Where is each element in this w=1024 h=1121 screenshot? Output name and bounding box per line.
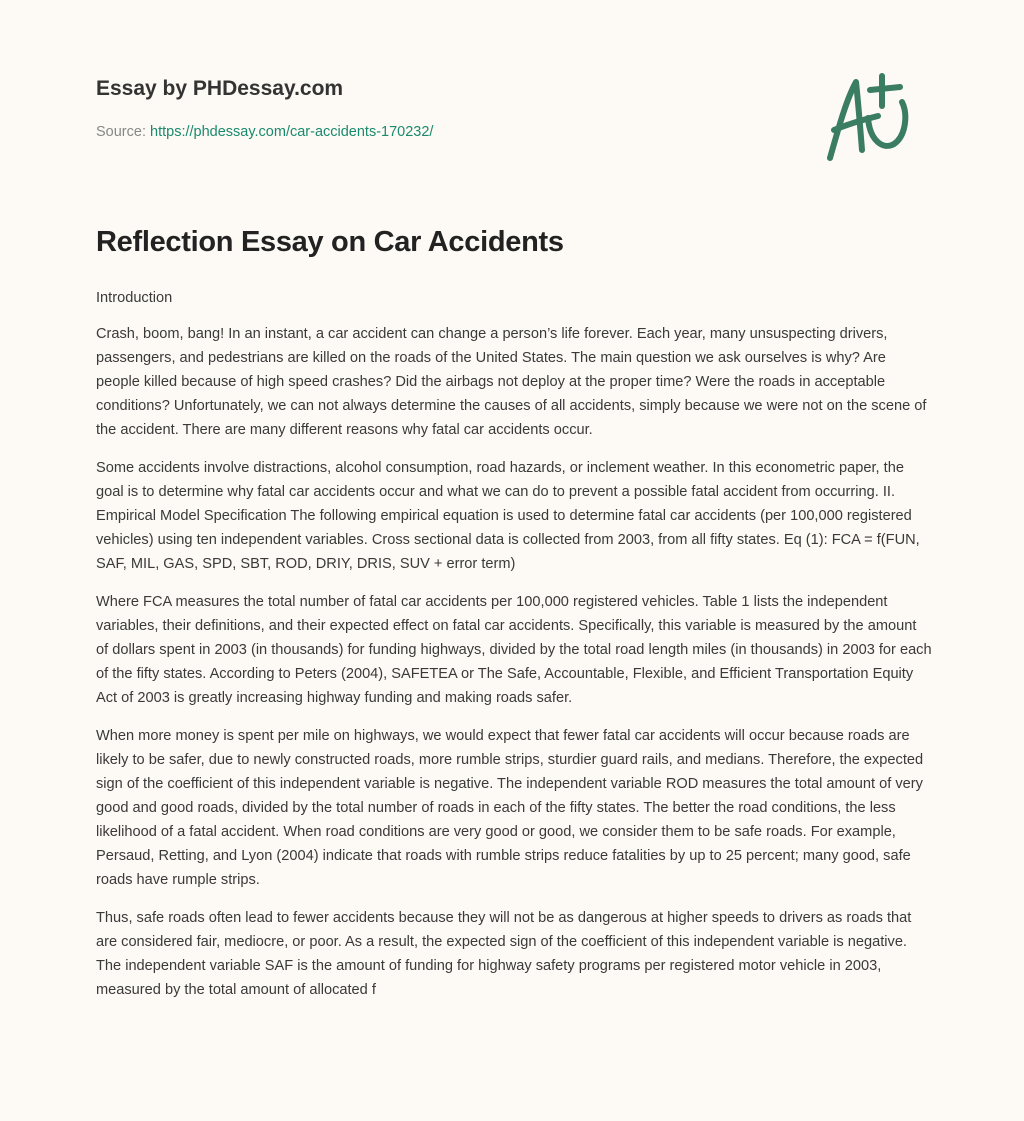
source-label: Source: <box>96 124 146 140</box>
paragraph: Where FCA measures the total number of fatal car accidents per 100,000 registered vehicles. Table 1 lists the independent variables, their definitions, and their expected effect on fatal car accidents. Specifically, this variable is measured by the amount of dollars spent in 2003 (in thousands) for funding highways, divided by the total road length miles (in thousands) in 2003 for each of the fifty states. According to Peters (2004), SAFETEA or The Safe, Accountable, Flexible, and Efficient Transportation Equity Act of 2003 is greatly increasing highway funding and making roads safer. <box>96 594 932 706</box>
source-line <box>96 124 433 140</box>
paragraph: Thus, safe roads often lead to fewer accidents because they will not be as dangerous at higher speeds to drivers as roads that are considered fair, mediocre, or poor. As a result, the expected sign of the coefficient of this independent variable is negative. The independent variable SAF is the amount of funding for highway safety programs per registered motor vehicle in 2003, measured by the total amount of allocated f <box>96 910 912 998</box>
site-brand: Essay by PHDessay.com <box>96 77 344 100</box>
paragraph: When more money is spent per mile on highways, we would expect that fewer fatal car accidents will occur because roads are likely to be safer, due to newly constructed roads, more rumble strips, sturdier guard rails, and medians. Therefore, the expected sign of the coefficient of this independent variable is negative. The independent variable ROD measures the total amount of very good and good roads, divided by the total number of roads in each of the fifty states. The better the road conditions, the less likelihood of a fatal accident. When road conditions are very good or good, we consider them to be safe roads. For example, Persaud, Retting, and Lyon (2004) indicate that roads with rumble strips reduce fatalities by up to 25 percent; many good, safe roads have rumple strips. <box>96 728 924 888</box>
paragraph: Some accidents involve distractions, alcohol consumption, road hazards, or inclement weather. In this econometric paper, the goal is to determine why fatal car accidents occur and what we can do to prevent a possible fatal accident from occurring. II. Empirical Model Specification The following empirical equation is used to determine fatal car accidents (per 100,000 registered vehicles) using ten independent variables. Cross sectional data is collected from 2003, from all fifty states. Eq (1): FCA = f(FUN, SAF, MIL, GAS, SPD, SBT, ROD, DRIY, DRIS, SUV + error term) <box>96 460 920 572</box>
source-link[interactable]: https://phdessay.com/car-accidents-170232/ <box>150 124 434 140</box>
page-title: Reflection Essay on Car Accidents <box>96 226 564 258</box>
a-plus-logo <box>820 70 930 165</box>
essay-body <box>96 286 932 1016</box>
paragraph: Crash, boom, bang! In an instant, a car accident can change a person’s life forever. Each year, many unsuspecting drivers, passengers, and pedestrians are killed on the roads of the United States. The main question we ask ourselves is why? Are people killed because of high speed crashes? Did the airbags not deploy at the proper time? Were the roads in acceptable conditions? Unfortunately, we can not always determine the causes of all accidents, simply because we were not on the scene of the accident. There are many different reasons why fatal car accidents occur. <box>96 326 927 438</box>
section-heading: Introduction <box>96 290 173 306</box>
